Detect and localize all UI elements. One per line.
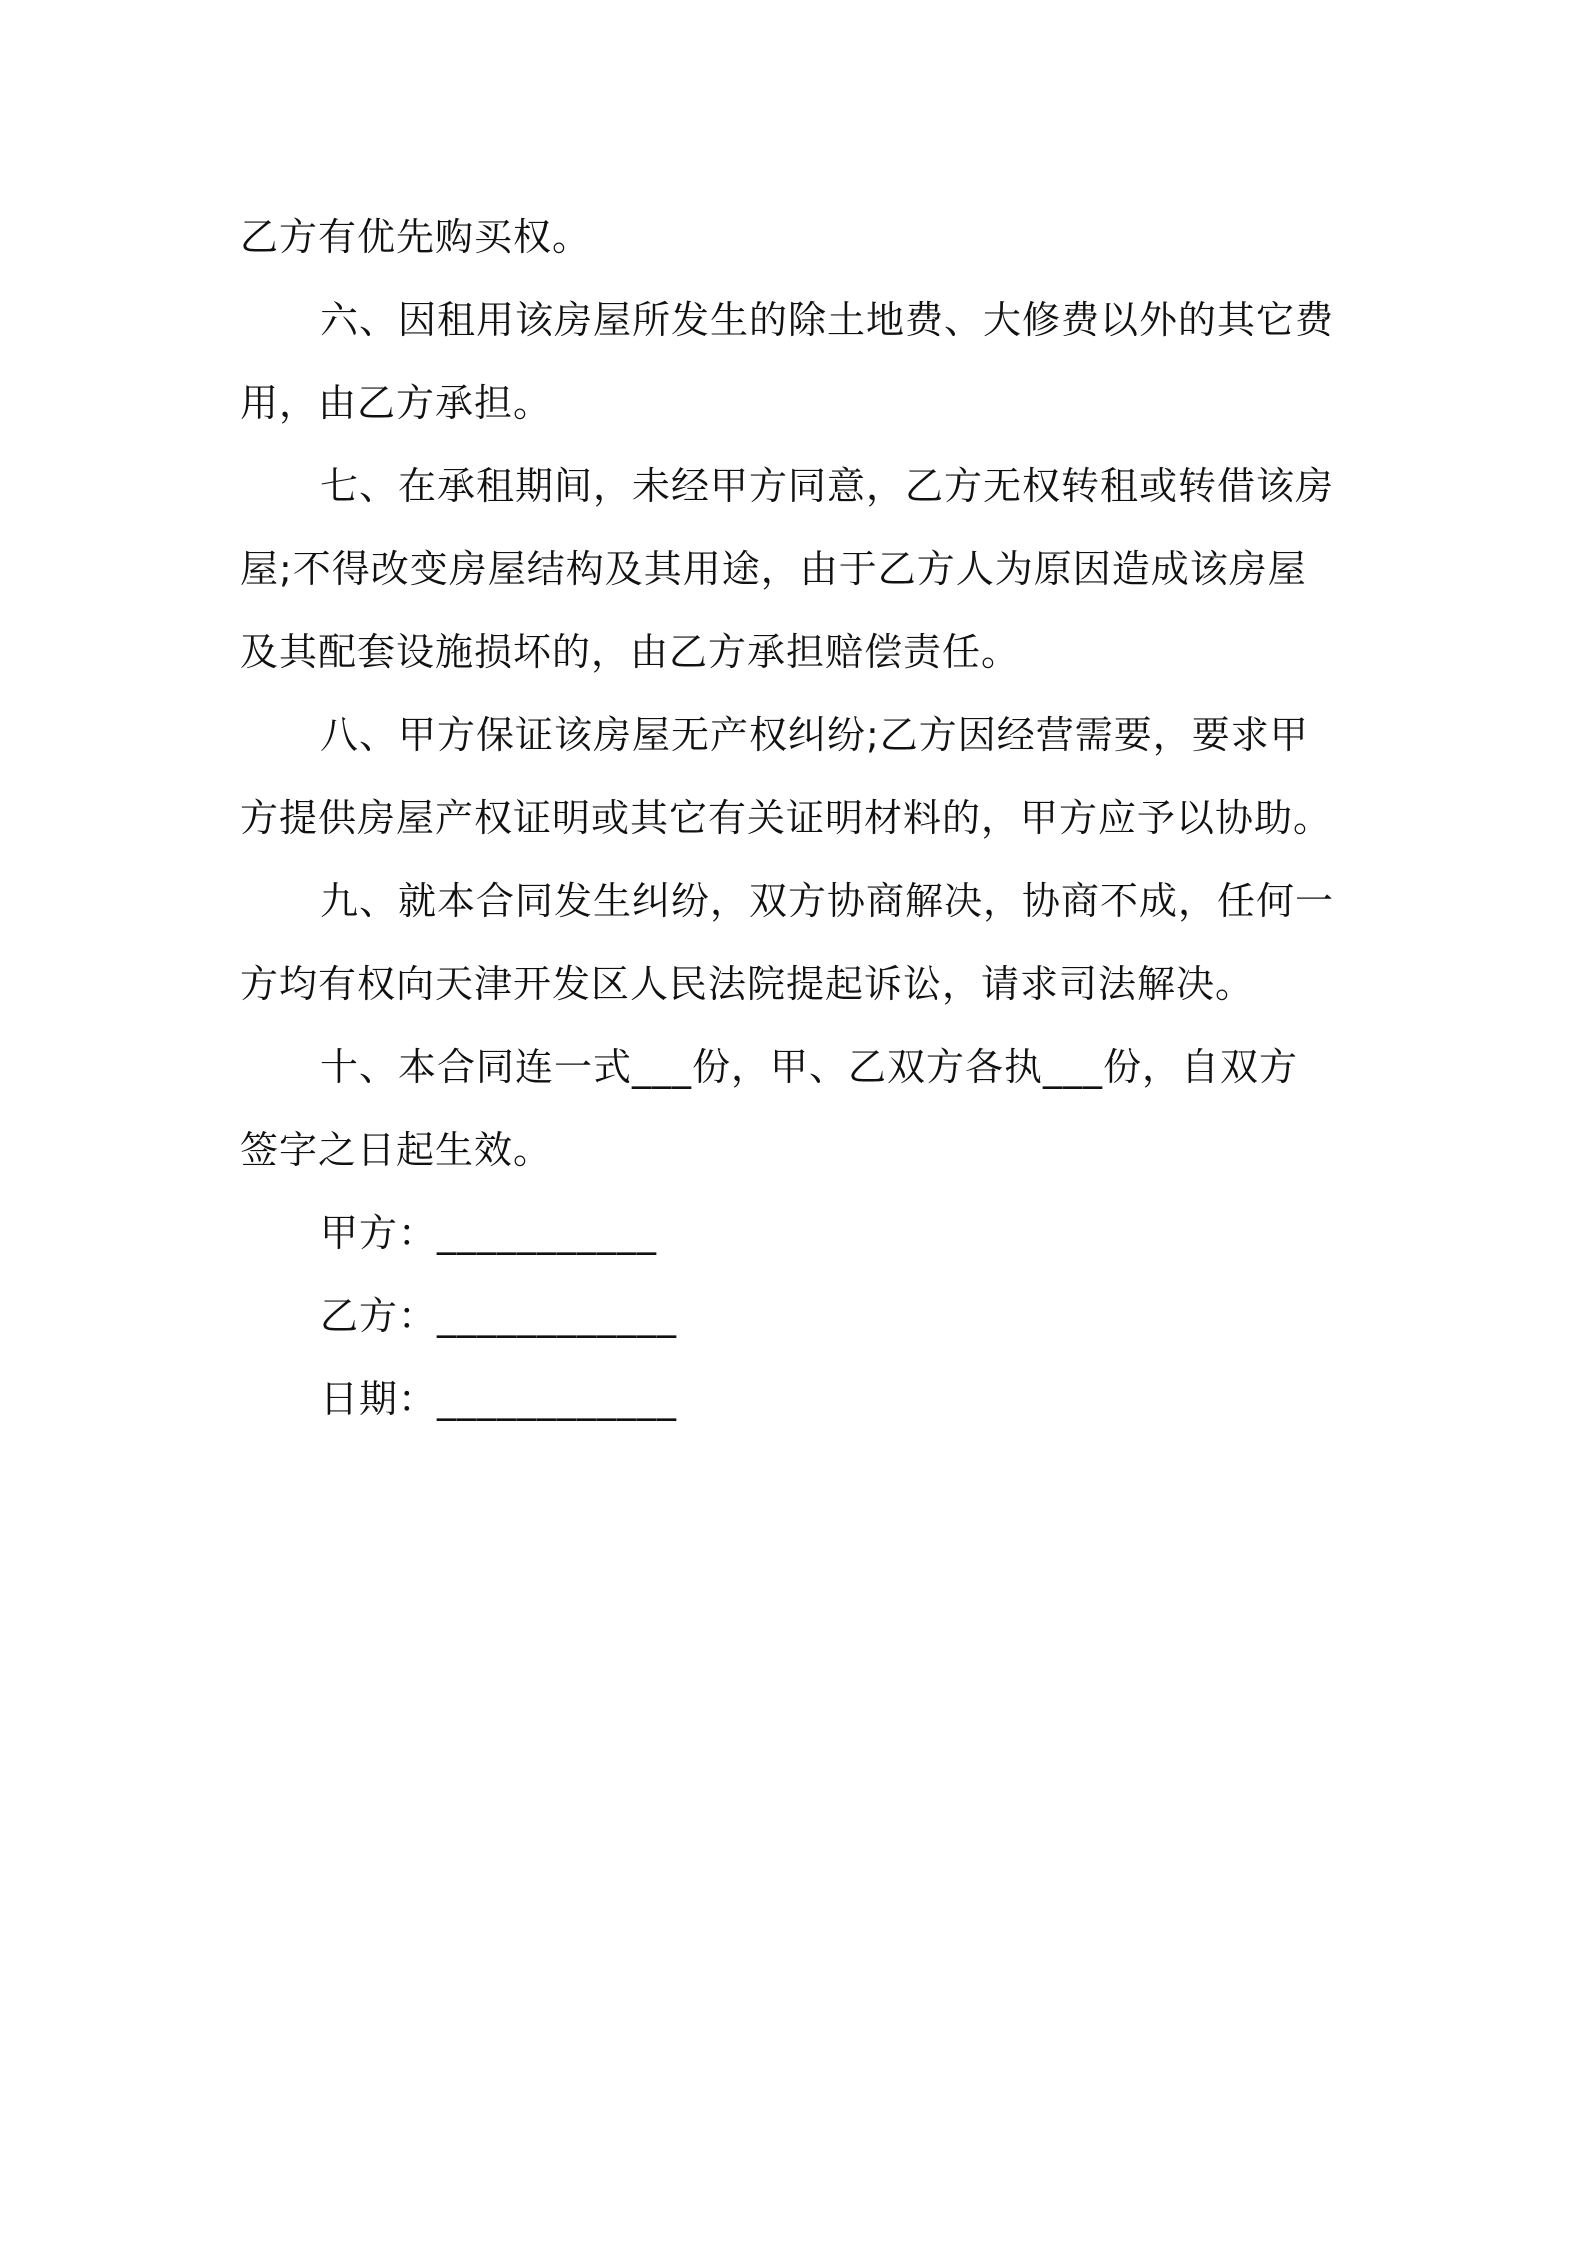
text-line: 乙方有优先购买权。 bbox=[240, 215, 592, 259]
text-line: 七、在承租期间，未经甲方同意，乙方无权转租或转借该房 bbox=[320, 464, 1335, 508]
text-line: 九、就本合同发生纠纷，双方协商解决，协商不成，任何一 bbox=[320, 879, 1335, 923]
signature-date: 日期：____________ bbox=[320, 1377, 678, 1421]
paragraph-priority-purchase bbox=[240, 196, 1352, 279]
clause-8 bbox=[240, 694, 1352, 860]
clause-7 bbox=[240, 445, 1352, 694]
text-line: 用，由乙方承担。 bbox=[240, 381, 553, 425]
signature-party-b: 乙方：____________ bbox=[320, 1294, 678, 1338]
clause-6 bbox=[240, 279, 1352, 445]
text-line: 方提供房屋产权证明或其它有关证明材料的，甲方应予以协助。 bbox=[240, 796, 1333, 840]
text-line: 十、本合同连一式___份，甲、乙双方各执___份，自双方 bbox=[320, 1045, 1299, 1089]
document-body bbox=[240, 196, 1352, 1441]
text-line: 六、因租用该房屋所发生的除土地费、大修费以外的其它费 bbox=[320, 298, 1335, 342]
clause-10 bbox=[240, 1026, 1352, 1192]
text-line: 八、甲方保证该房屋无产权纠纷;乙方因经营需要，要求甲 bbox=[320, 713, 1309, 757]
text-line: 屋;不得改变房屋结构及其用途，由于乙方人为原因造成该房屋 bbox=[240, 547, 1307, 591]
signature-party-a: 甲方：___________ bbox=[320, 1211, 658, 1255]
clause-9 bbox=[240, 860, 1352, 1026]
text-line: 签字之日起生效。 bbox=[240, 1128, 553, 1172]
text-line: 方均有权向天津开发区人民法院提起诉讼，请求司法解决。 bbox=[240, 962, 1255, 1006]
text-line: 及其配套设施损坏的，由乙方承担赔偿责任。 bbox=[240, 630, 1021, 674]
